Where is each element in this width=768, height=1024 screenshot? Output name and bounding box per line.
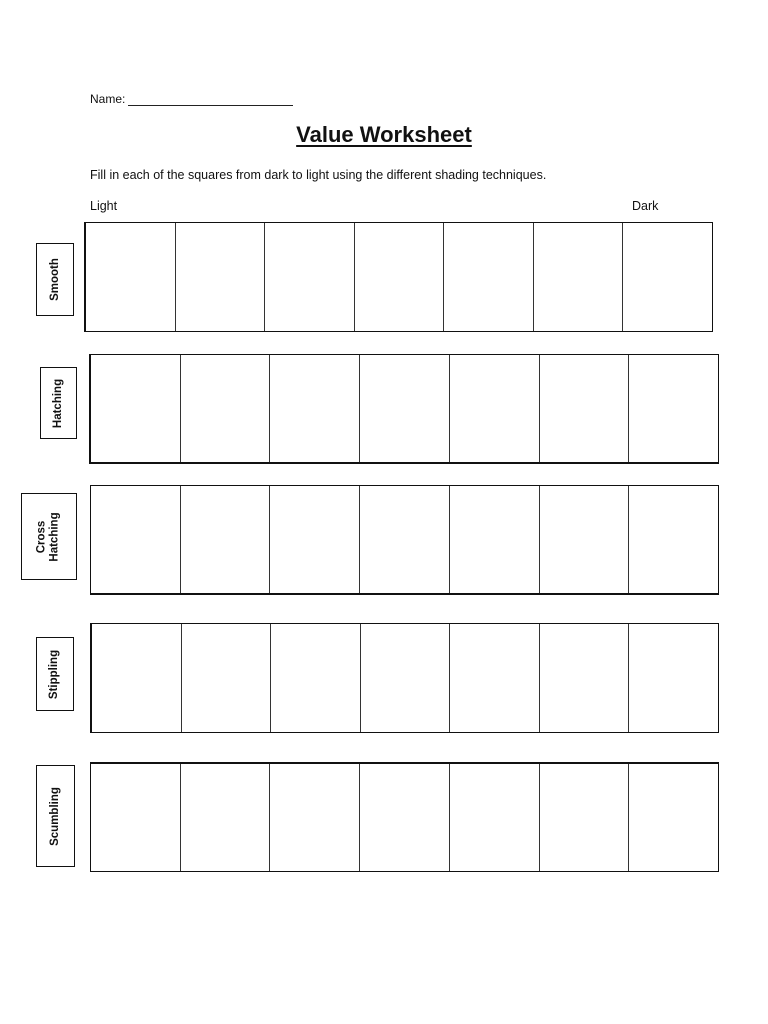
value-square[interactable] — [355, 223, 445, 331]
value-square[interactable] — [540, 486, 630, 593]
value-square[interactable] — [91, 486, 181, 593]
technique-label-smooth — [36, 243, 74, 316]
value-square[interactable] — [92, 624, 182, 732]
technique-label-text: Cross Hatching — [35, 511, 61, 562]
name-field — [90, 92, 293, 106]
scale-dark-label: Dark — [632, 199, 659, 213]
value-square[interactable] — [176, 223, 266, 331]
value-square[interactable] — [360, 764, 450, 871]
technique-label-text: Stippling — [48, 649, 61, 699]
technique-label-scumbling — [36, 765, 75, 867]
value-square[interactable] — [270, 486, 360, 593]
name-label: Name: — [90, 92, 126, 106]
page-title — [0, 122, 768, 148]
value-square[interactable] — [540, 355, 630, 462]
value-square[interactable] — [270, 764, 360, 871]
name-blank-line[interactable] — [128, 93, 293, 106]
technique-label-text: Smooth — [48, 258, 61, 301]
page-title-text: Value Worksheet — [296, 122, 472, 147]
value-square[interactable] — [91, 355, 181, 462]
value-square[interactable] — [182, 624, 272, 732]
instructions-text: Fill in each of the squares from dark to light using the different shading techniques. — [90, 168, 547, 182]
value-square[interactable] — [629, 624, 718, 732]
value-square[interactable] — [444, 223, 534, 331]
shading-row-hatching — [89, 354, 719, 464]
value-square[interactable] — [450, 624, 540, 732]
value-square[interactable] — [360, 355, 450, 462]
value-square[interactable] — [629, 486, 718, 593]
value-square[interactable] — [534, 223, 624, 331]
shading-row-cross-hatching — [90, 485, 719, 595]
value-square[interactable] — [181, 355, 271, 462]
value-square[interactable] — [265, 223, 355, 331]
value-square[interactable] — [91, 764, 181, 871]
shading-row-scumbling — [90, 762, 719, 872]
shading-row-stippling — [90, 623, 719, 733]
scale-light-label: Light — [90, 199, 118, 213]
value-square[interactable] — [450, 764, 540, 871]
value-square[interactable] — [623, 223, 712, 331]
value-square[interactable] — [181, 486, 271, 593]
value-square[interactable] — [86, 223, 176, 331]
technique-label-hatching — [40, 367, 77, 439]
technique-label-text: Hatching — [52, 378, 65, 428]
shading-row-smooth — [84, 222, 713, 332]
technique-label-cross-hatching — [21, 493, 77, 580]
value-square[interactable] — [181, 764, 271, 871]
value-square[interactable] — [361, 624, 451, 732]
value-square[interactable] — [270, 355, 360, 462]
value-square[interactable] — [540, 764, 630, 871]
value-square[interactable] — [271, 624, 361, 732]
value-square[interactable] — [629, 764, 718, 871]
value-square[interactable] — [629, 355, 718, 462]
value-square[interactable] — [360, 486, 450, 593]
technique-label-text: Scumbling — [49, 786, 61, 846]
value-square[interactable] — [450, 486, 540, 593]
value-square[interactable] — [540, 624, 630, 732]
value-square[interactable] — [450, 355, 540, 462]
technique-label-stippling — [36, 637, 74, 711]
